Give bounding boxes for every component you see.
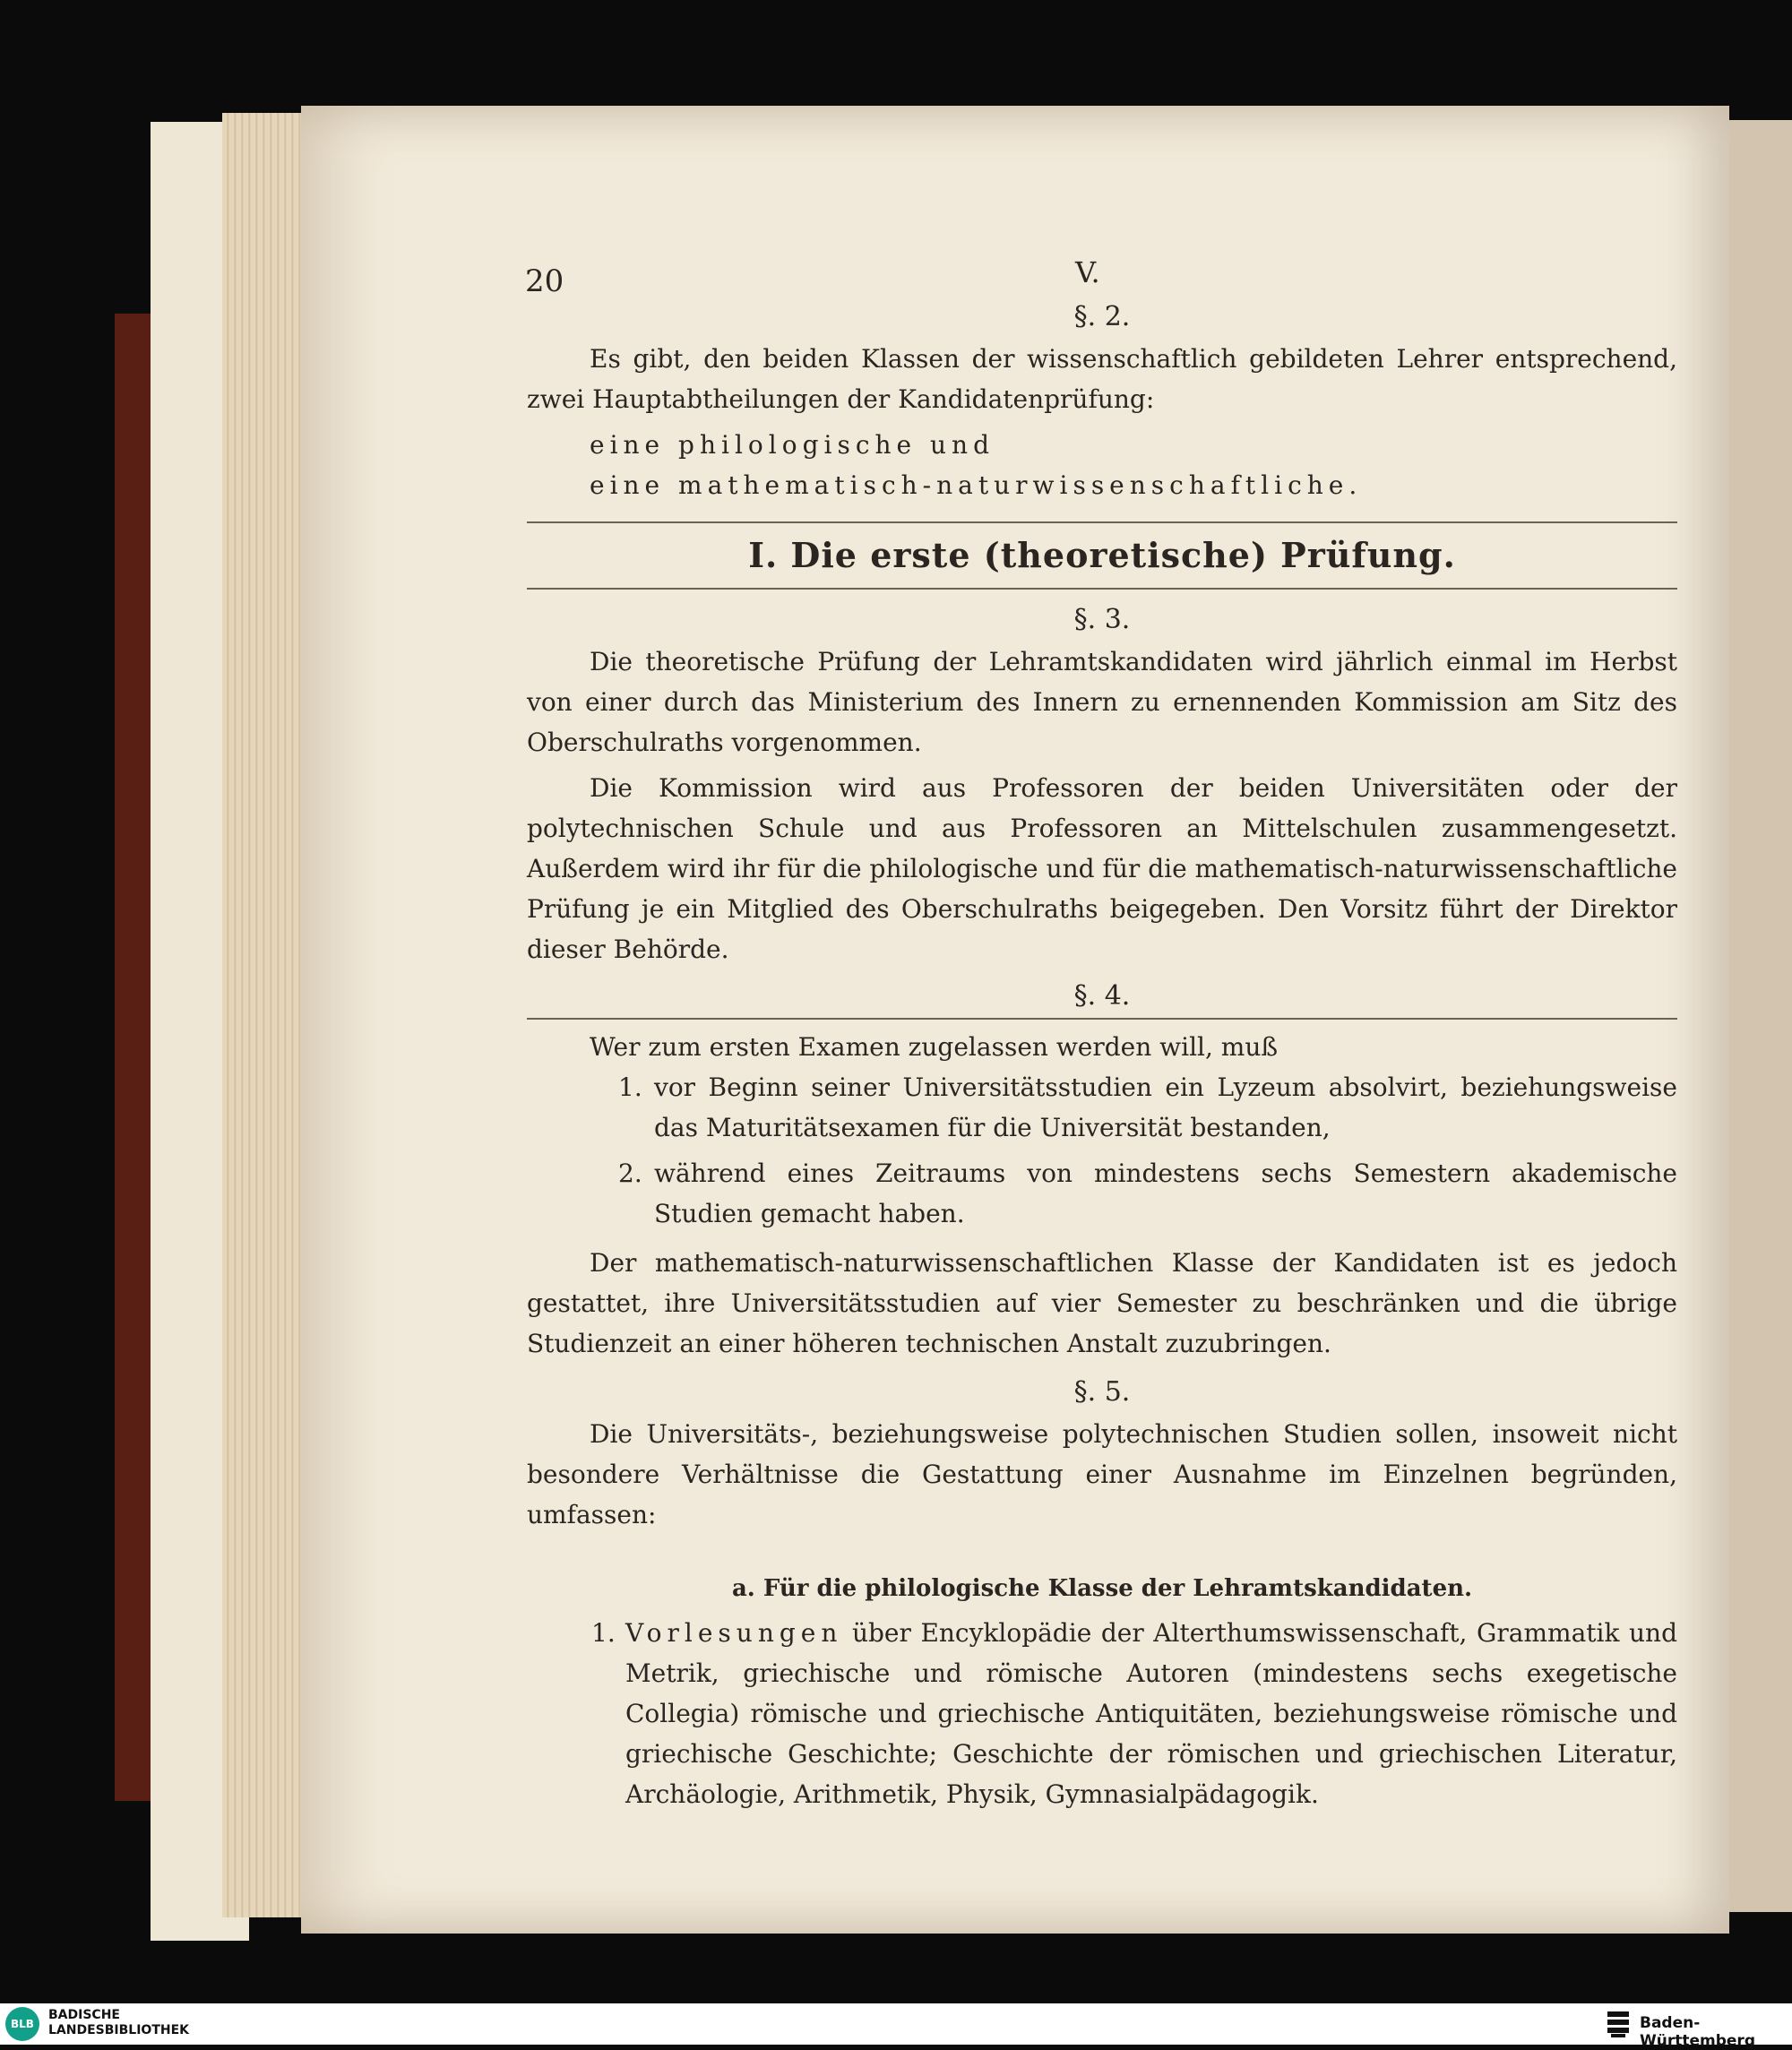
page-number: 20: [525, 263, 564, 299]
divider: [527, 1018, 1677, 1020]
requirement-number: 2.: [618, 1159, 642, 1188]
baden-wuerttemberg-crest-icon: [1606, 2010, 1631, 2038]
section-roman-numeral: V.: [1075, 255, 1100, 289]
requirement-text: während eines Zeitraums von mindestens sechs Semestern akademische Studien gemacht haben.: [654, 1159, 1677, 1228]
section-3-paragraph-2: Die Kommission wird aus Professoren der beiden Universitäten oder der polytechnischen Schule und aus Professoren an Mittelschulen zusammengesetzt. Außerdem wird ihr für die philologische und für die mathematisch-naturwissenschaftliche Prüfung je ein Mitglied des Oberschulraths beigegeben. Den Vorsitz führt der Direktor dieser Behörde.: [527, 773, 1677, 964]
requirement-item: [527, 1153, 1677, 1234]
exam-division-item: eine mathematisch-naturwissenschaftliche.: [590, 470, 1363, 500]
study-item-number: 1.: [591, 1618, 616, 1648]
requirement-item: [527, 1067, 1677, 1148]
library-name-line1: BADISCHE: [48, 2008, 120, 2022]
section-3-label: §. 3.: [1073, 604, 1131, 635]
section-2-intro: Es gibt, den beiden Klassen der wissenschaftlich gebildeten Lehrer entsprechend, zwei Hauptabtheilungen der Kandidatenprüfung:: [527, 344, 1677, 414]
chapter-heading: I. Die erste (theoretische) Prüfung.: [748, 535, 1456, 575]
study-item: [527, 1613, 1677, 1814]
page-stack-edge: [222, 113, 312, 1917]
library-name-line2: LANDESBIBLIOTHEK: [48, 2023, 190, 2037]
study-item-lead: Vorlesungen: [625, 1618, 843, 1648]
requirement-text: vor Beginn seiner Universitätsstudien ein Lyzeum absolvirt, beziehungsweise das Maturitätsexamen für die Universität bestanden,: [654, 1072, 1677, 1142]
library-name[interactable]: [48, 2008, 189, 2038]
section-5-label: §. 5.: [1073, 1376, 1131, 1408]
section-4-label: §. 4.: [1073, 980, 1131, 1012]
section-5-paragraph-1: Die Universitäts-, beziehungsweise polytechnischen Studien sollen, insoweit nicht besondere Verhältnisse die Gestattung einer Ausnahme im Einzelnen begründen, umfassen:: [527, 1419, 1677, 1529]
footer-bar: [0, 2003, 1792, 2050]
section-3-paragraph-1: Die theoretische Prüfung der Lehramtskandidaten wird jährlich einmal im Herbst von einer durch das Ministerium des Innern zu ernennenden Kommission am Sitz des Oberschulraths vorgenommen.: [527, 647, 1677, 757]
blb-logo[interactable]: BLB: [5, 2007, 39, 2041]
state-name[interactable]: Baden-Württemberg: [1640, 2014, 1755, 2050]
facing-page-edge: [1719, 120, 1792, 1912]
page-body: [527, 260, 1677, 1814]
subsection-heading: a. Für die philologische Klasse der Lehramtskandidaten.: [731, 1575, 1473, 1602]
section-4-intro: Wer zum ersten Examen zugelassen werden will, muß: [590, 1032, 1279, 1062]
section-4-paragraph-2: Der mathematisch-naturwissenschaftlichen Klasse der Kandidaten ist es jedoch gestattet, ihre Universitätsstudien auf vier Semester zu beschränken und die übrige Studienzeit an einer höheren technischen Anstalt zuzubringen.: [527, 1248, 1677, 1358]
requirement-number: 1.: [618, 1072, 642, 1102]
divider: [527, 521, 1677, 523]
section-2-label: §. 2.: [1073, 301, 1131, 332]
study-item-text: über Encyklopädie der Alterthumswissenschaft, Grammatik und Metrik, griechische und römische Autoren (mindestens sechs exegetische Collegia) römische und griechische Antiquitäten, beziehungsweise römische und griechische Geschichte; Geschichte der römischen und griechischen Literatur, Archäologie, Arithmetik, Physik, Gymnasialpädagogik.: [625, 1618, 1677, 1809]
exam-division-item: eine philologische und: [590, 430, 995, 460]
